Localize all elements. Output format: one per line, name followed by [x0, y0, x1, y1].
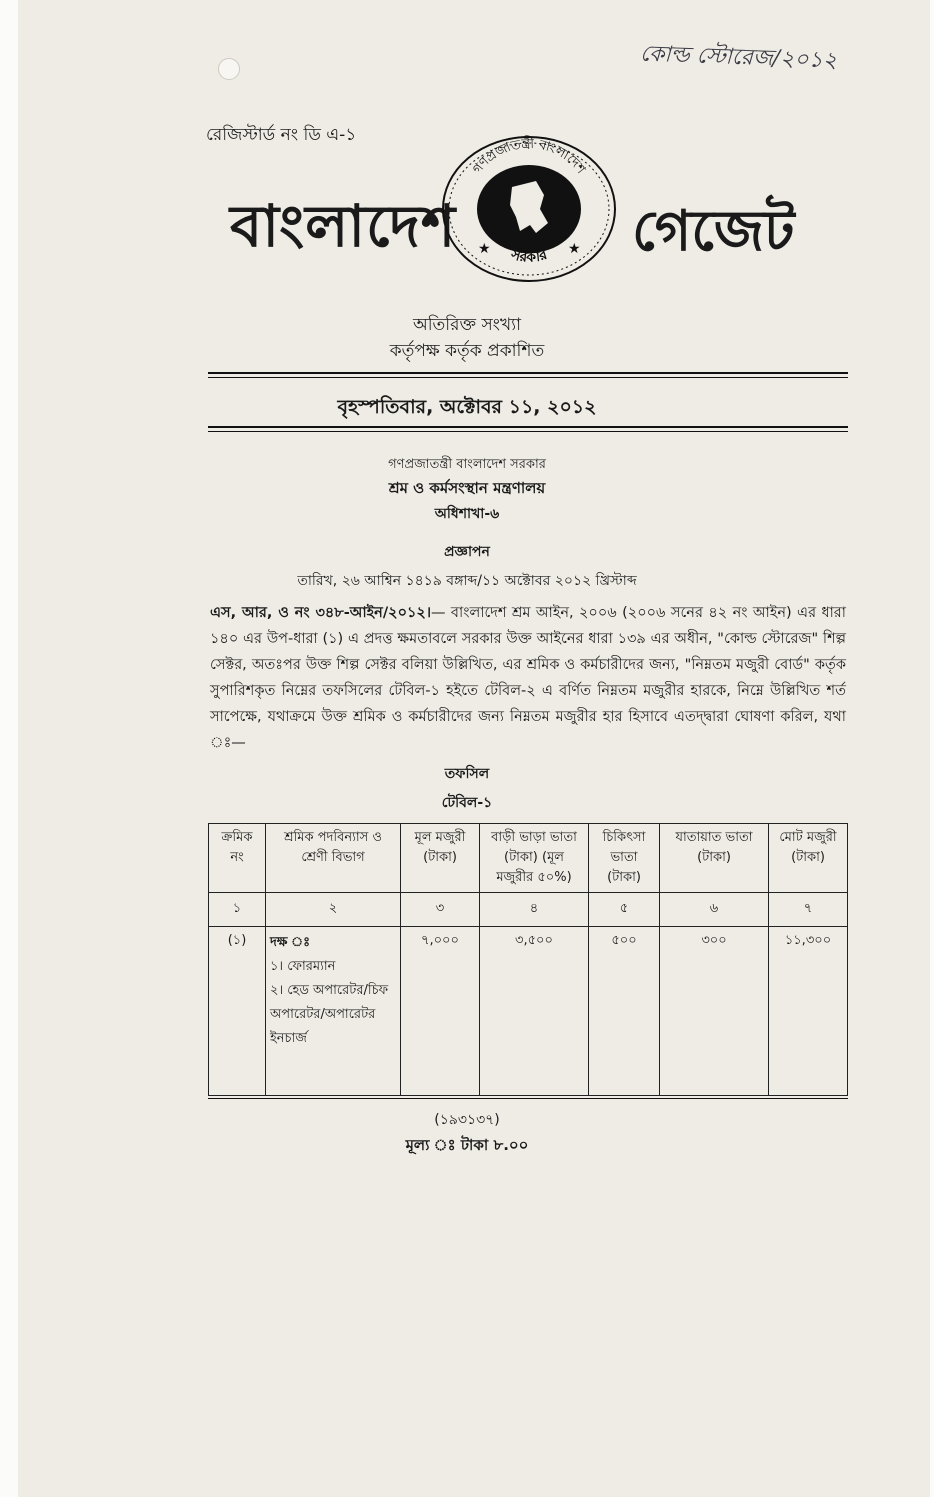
sro-reference: এস, আর, ও নং ৩৪৮-আইন/২০১২। — [210, 605, 432, 621]
svg-text:★: ★ — [568, 241, 581, 257]
punch-hole — [218, 58, 240, 80]
row-transport: ৩০০ — [660, 927, 769, 1096]
col-total: মোট মজুরী (টাকা) — [769, 824, 848, 893]
row-basic: ৭,০০০ — [401, 927, 480, 1096]
col-number: ৫ — [589, 893, 660, 927]
row-designation — [266, 927, 401, 1096]
page-code: (১৯৩১৩৭) — [434, 1112, 500, 1128]
col-number: ২ — [266, 893, 401, 927]
col-medical: চিকিৎসা ভাতা (টাকা) — [589, 824, 660, 893]
row-post: ২। হেড অপারেটর/চিফ অপারেটর/অপারেটর ইনচার্জ — [270, 983, 389, 1046]
row-house-rent: ৩,৫০০ — [480, 927, 589, 1096]
col-basic: মূল মজুরী (টাকা) — [401, 824, 480, 893]
col-designation: শ্রমিক পদবিন্যাস ও শ্রেণী বিভাগ — [266, 824, 401, 893]
government-name: গণপ্রজাতন্ত্রী বাংলাদেশ সরকার — [388, 457, 546, 472]
col-serial: ক্রমিক নং — [209, 824, 266, 893]
handwritten-note: কোল্ড স্টোরেজ/২০১২ — [639, 41, 838, 74]
divider — [208, 431, 848, 432]
col-transport: যাতায়াত ভাতা (টাকা) — [660, 824, 769, 893]
ministry-name: শ্রম ও কর্মসংস্থান মন্ত্রণালয় — [388, 479, 546, 497]
branch-name: অধিশাখা-৬ — [434, 506, 500, 522]
col-number: ৭ — [769, 893, 848, 927]
issue-date: বৃহস্পতিবার, অক্টোবর ১১, ২০১২ — [337, 396, 597, 418]
col-number: ৪ — [480, 893, 589, 927]
divider — [208, 377, 848, 378]
notification-body — [210, 600, 846, 756]
divider — [208, 1098, 848, 1099]
col-number: ১ — [209, 893, 266, 927]
notification-date: তারিখ, ২৬ আশ্বিন ১৪১৯ বঙ্গাব্দ/১১ অক্টোবর ২০১২ খ্রিস্টাব্দ — [297, 573, 637, 589]
row-post: ১। ফোরম্যান — [270, 959, 336, 974]
table-row — [209, 927, 848, 1096]
government-seal — [440, 135, 618, 283]
row-category: দক্ষ ঃ — [270, 935, 311, 950]
schedule-heading: তফসিল — [444, 766, 490, 782]
seal-text-top: গণপ্রজাতন্ত্রী বাংলাদেশ — [469, 136, 589, 177]
row-medical: ৫০০ — [589, 927, 660, 1096]
registration-number: রেজিস্টার্ড নং ডি এ-১ — [206, 125, 357, 145]
table-title: টেবিল-১ — [441, 795, 493, 811]
row-serial: (১) — [209, 927, 266, 1096]
col-house-rent: বাড়ী ভাড়া ভাতা (টাকা) (মূল মজুরীর ৫০%) — [480, 824, 589, 893]
gazette-title-right: গেজেট — [632, 199, 795, 264]
col-number: ৬ — [660, 893, 769, 927]
notification-heading: প্রজ্ঞাপন — [444, 544, 490, 560]
svg-text:★: ★ — [478, 241, 491, 257]
table-header-row — [209, 824, 848, 893]
wage-table — [208, 823, 848, 1096]
extra-issue: অতিরিক্ত সংখ্যা — [412, 315, 522, 335]
published-by: কর্তৃপক্ষ কর্তৃক প্রকাশিত — [389, 341, 545, 361]
row-total: ১১,৩০০ — [769, 927, 848, 1096]
column-number-row — [209, 893, 848, 927]
price: মূল্য ঃ টাকা ৮.০০ — [405, 1136, 529, 1154]
notification-text: — বাংলাদেশ শ্রম আইন, ২০০৬ (২০০৬ সনের ৪২ নং আইন) এর ধারা ১৪০ এর উপ-ধারা (১) এ প্রদত্ত ক্ষমতাবলে সরকার উক্ত আইনের ধারা ১৩৯ এর অধীন, "কোল্ড স্টোরেজ" শিল্প সেক্টর, অতঃপর উক্ত শিল্প সেক্টর বলিয়া উল্লিখিত, এর শ্রমিক ও কর্মচারীদের জন্য, "নিম্নতম মজুরী বোর্ড" কর্তৃক সুপারিশকৃত নিম্নের তফসিলের টেবিল-১ হইতে টেবিল-২ এ বর্ণিত নিম্নতম মজুরীর হারকে, নিম্নে উল্লিখিত শর্ত সাপেক্ষে, যথাক্রমে উক্ত শ্রমিক ও কর্মচারীদের জন্য নিম্নতম মজুরীর হার হিসাবে এতদ্দ্বারা ঘোষণা করিল, যথা ঃ— — [210, 605, 846, 751]
seal-text-bottom: সরকার — [509, 246, 550, 266]
gazette-title-left: বাংলাদেশ — [230, 192, 457, 260]
col-number: ৩ — [401, 893, 480, 927]
divider — [208, 372, 848, 374]
divider — [208, 426, 848, 428]
